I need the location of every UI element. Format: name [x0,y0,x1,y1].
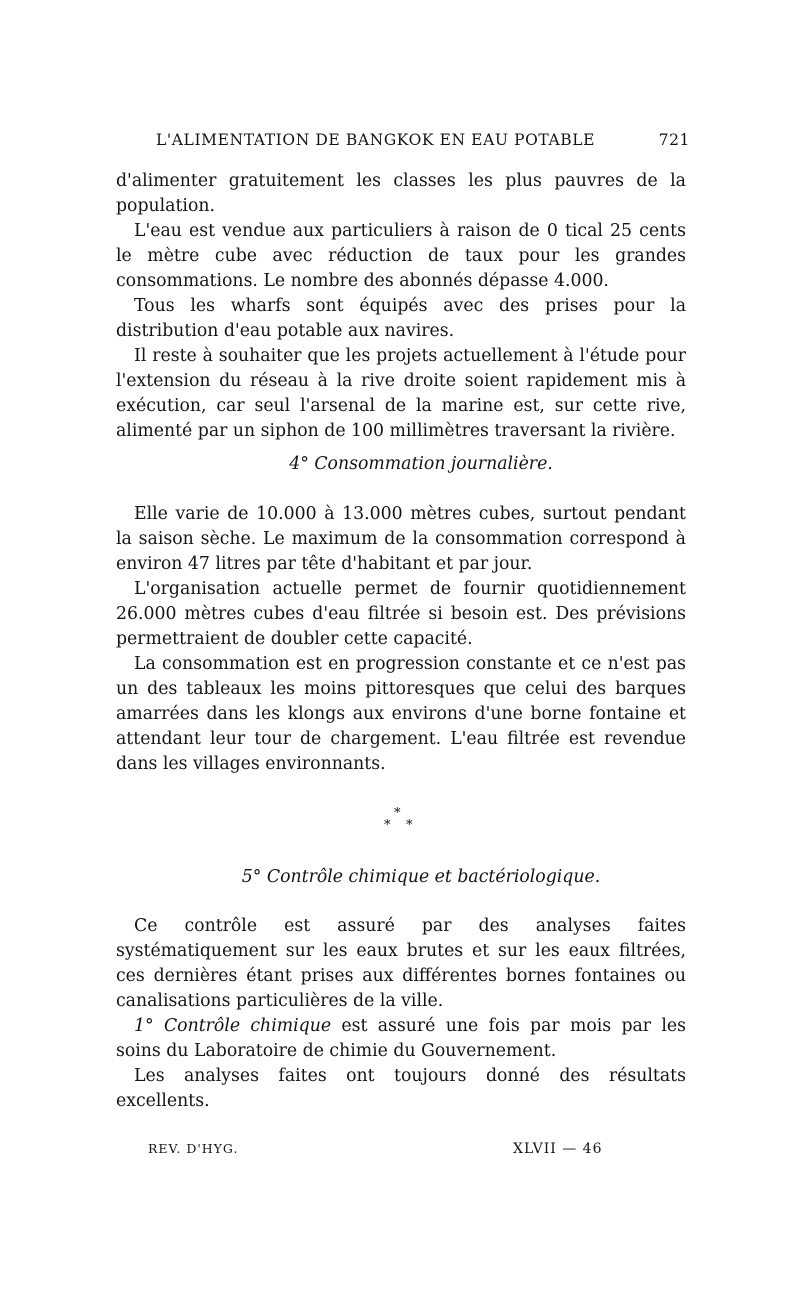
asterism-star: * [394,806,401,821]
paragraph: Tous les wharfs sont équipés avec des prises pour la distribution d'eau potable aux navires. [116,296,686,341]
page-body [116,169,686,1114]
paragraph: L'organisation actuelle permet de fournir quotidiennement 26.000 mètres cubes d'eau filtrée si besoin est. Des prévisions permettraient de doubler cette capacité. [116,579,686,649]
page-number: 721 [658,131,690,149]
journal-signature: REV. D'HYG. [148,1141,239,1156]
paragraph: Elle varie de 10.000 à 13.000 mètres cubes, surtout pendant la saison sèche. Le maximum de la consommation correspond à environ 47 litres par tête d'habitant et par jour. [116,504,686,574]
section-heading: 4° Consommation journalière. [289,454,553,474]
asterism-divider [116,789,686,839]
item-text: est assuré une fois par mois par les soins du Laboratoire de chimie du Gouvernement. [116,1016,686,1061]
volume-signature: XLVII — 46 [513,1141,603,1157]
paragraph: d'alimenter gratuitement les classes les plus pauvres de la population. [116,171,686,216]
paragraph [116,1014,686,1064]
paragraph: Ce contrôle est assuré par des analyses faites systématiquement sur les eaux brutes et sur les eaux filtrées, ces dernières étant prises aux différentes bornes fontaines ou canalisations particulières de la ville. [116,916,686,1011]
asterism-star: * [406,818,413,833]
section-heading: 5° Contrôle chimique et bactériologique. [241,867,601,887]
paragraph: Les analyses faites ont toujours donné des résultats excellents. [116,1066,686,1111]
paragraph: L'eau est vendue aux particuliers à raison de 0 tical 25 cents le mètre cube avec réduction de taux pour les grandes consommations. Le nombre des abonnés dépasse 4.000. [116,221,686,291]
asterism-star: * [384,818,391,833]
paragraph: La consommation est en progression constante et ce n'est pas un des tableaux les moins pittoresques que celui des barques amarrées dans les klongs aux environs d'une borne fontaine et attendant leur tour de chargement. L'eau filtrée est revendue dans les villages environnants. [116,654,686,774]
paragraph: Il reste à souhaiter que les projets actuellement à l'étude pour l'extension du réseau à la rive droite soient rapidement mis à exécution, car seul l'arsenal de la marine est, sur cette rive, alimenté par un siphon de 100 millimètres traversant la rivière. [116,346,686,441]
item-label: 1° Contrôle chimique [134,1016,332,1036]
running-title: L'ALIMENTATION DE BANGKOK EN EAU POTABLE [156,131,596,149]
